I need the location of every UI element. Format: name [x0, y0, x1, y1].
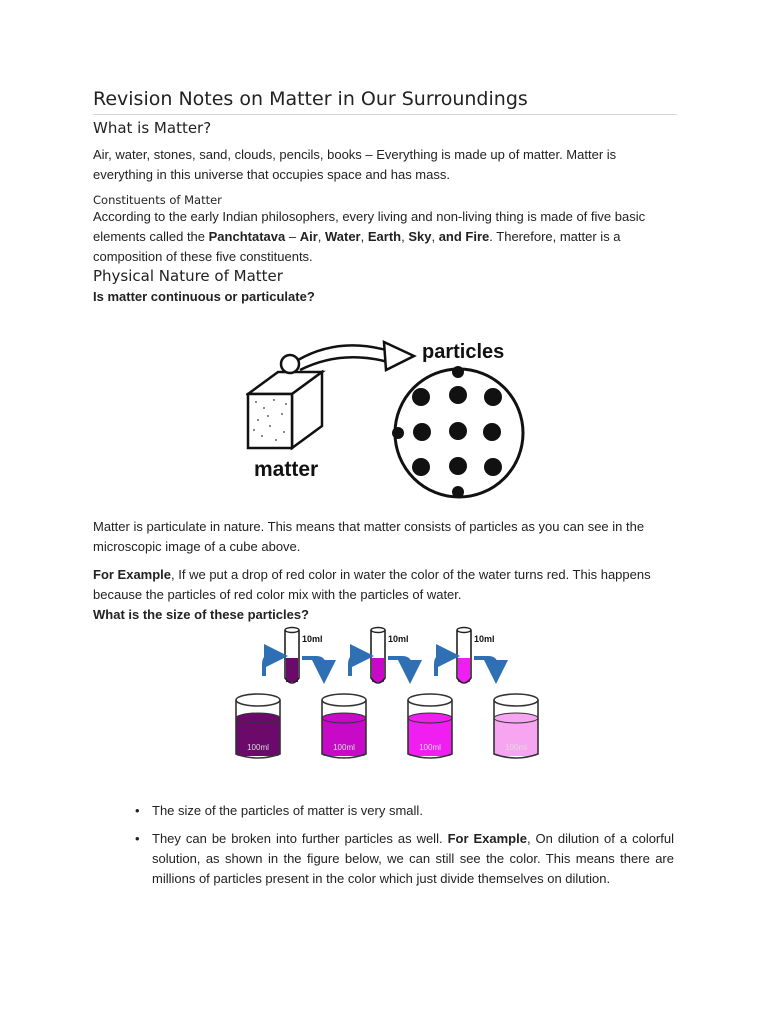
test-tube-icon — [350, 628, 410, 684]
matter-particles-figure — [246, 336, 536, 500]
blue-arrow-icon — [264, 656, 276, 676]
beaker-rim — [322, 694, 366, 706]
beaker-label: 100ml — [419, 743, 441, 752]
test-tubes — [264, 628, 496, 684]
paragraph-what-is-matter: Air, water, stones, sand, clouds, pencils, books – Everything is made up of matter. Matter is everything in this universe that occupies space and has mass. — [93, 147, 617, 182]
bullet-icon: • — [135, 831, 140, 846]
list-item — [135, 829, 674, 889]
beaker-icon — [236, 694, 280, 758]
paragraph-example — [93, 565, 677, 605]
beaker-icon — [494, 694, 538, 758]
beaker-liquid-top — [408, 713, 452, 723]
blue-arrow-icon — [388, 658, 410, 672]
constituents-text-b: . Therefore, matter is a composition of these five constituents. — [93, 229, 621, 264]
blue-arrow-icon — [474, 658, 496, 672]
heading-physical-nature: Physical Nature of Matter — [93, 267, 283, 285]
comma: , — [401, 229, 409, 244]
bullet-text-b: , On dilution of a colorful solution, as shown in the figure below, we can still see the color. This means there are millions of particles present in the color which just divide themselves on dilution. — [152, 831, 674, 886]
paragraph-particulate: Matter is particulate in nature. This means that matter consists of particles as you can see in the microscopic image of a cube above. — [93, 519, 645, 554]
panchtatava-term: Panchtatava — [208, 229, 286, 244]
beaker-liquid-top — [236, 713, 280, 723]
beaker-icon — [408, 694, 452, 758]
beaker-icon — [322, 694, 366, 758]
example-label: For Example — [93, 567, 172, 582]
beaker-label: 100ml — [247, 743, 269, 752]
particles-label: particles — [422, 341, 505, 363]
beaker-rim — [408, 694, 452, 706]
beakers — [236, 694, 538, 758]
tube-label: 10ml — [302, 634, 323, 644]
comma: , — [360, 229, 368, 244]
example-text: , If we put a drop of red color in water the color of the water turns red. This happens because the particles of red color mix with the particles of water. — [93, 567, 651, 602]
bullet-text-a: They can be broken into further particles as well. — [152, 831, 448, 846]
tube-rim — [457, 628, 471, 633]
blue-arrow-icon — [350, 656, 362, 676]
question-size: What is the size of these particles? — [93, 607, 309, 622]
comma: , — [317, 229, 325, 244]
dash: – — [285, 229, 300, 244]
beaker-liquid-top — [322, 713, 366, 723]
tube-rim — [285, 628, 299, 633]
matter-label: matter — [254, 458, 319, 481]
heading-what-is-matter: What is Matter? — [93, 119, 212, 137]
tube-label: 10ml — [474, 634, 495, 644]
heading-constituents: Constituents of Matter — [93, 193, 222, 207]
curved-arrow-icon — [281, 342, 414, 373]
page-title: Revision Notes on Matter in Our Surroundings — [93, 88, 677, 115]
tube-liquid — [286, 658, 298, 682]
comma: , — [431, 229, 439, 244]
bullet-icon: • — [135, 803, 140, 818]
element-fire: and Fire — [438, 229, 490, 244]
cube-icon — [248, 372, 322, 448]
paragraph-constituents — [93, 207, 677, 267]
dilution-figure — [228, 626, 548, 760]
bullet-example-label: For Example — [447, 831, 527, 846]
tube-liquid — [372, 658, 384, 682]
element-water: Water — [324, 229, 361, 244]
element-sky: Sky — [408, 229, 432, 244]
beaker-rim — [236, 694, 280, 706]
beaker-label: 100ml — [333, 743, 355, 752]
element-earth: Earth — [367, 229, 402, 244]
constituents-text-a: According to the early Indian philosophers, every living and non-living thing is made of five basic elements called the — [93, 209, 646, 244]
list-item — [135, 801, 677, 821]
tube-liquid — [458, 658, 470, 682]
beaker-liquid-top — [494, 713, 538, 723]
tube-label: 10ml — [388, 634, 409, 644]
beaker-rim — [494, 694, 538, 706]
document-page — [93, 88, 677, 307]
blue-arrow-icon — [302, 658, 324, 672]
test-tube-icon — [264, 628, 324, 684]
question-continuous: Is matter continuous or particulate? — [93, 289, 315, 304]
beaker-label: 100ml — [505, 743, 527, 752]
bullet-text: The size of the particles of matter is very small. — [152, 803, 423, 818]
particles-circle-icon — [392, 366, 523, 498]
element-air: Air — [299, 229, 318, 244]
blue-arrow-icon — [436, 656, 448, 676]
tube-rim — [371, 628, 385, 633]
test-tube-icon — [436, 628, 496, 684]
